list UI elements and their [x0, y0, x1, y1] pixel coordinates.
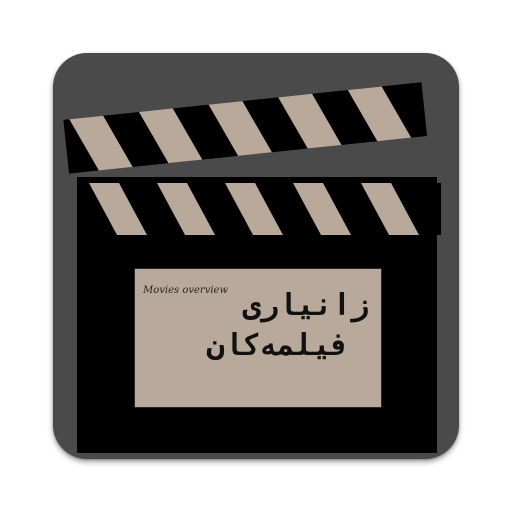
title-line-1: زانیاری: [242, 288, 369, 323]
movies-overview-subtitle: Movies overview: [143, 285, 229, 296]
clapperboard-upper-stick: [63, 82, 427, 173]
title-line-2: فیلمەکان: [206, 328, 349, 363]
app-icon-tile[interactable]: [53, 53, 459, 459]
slate-label-panel: [134, 268, 382, 408]
clapperboard-lower-stick: [89, 183, 441, 235]
